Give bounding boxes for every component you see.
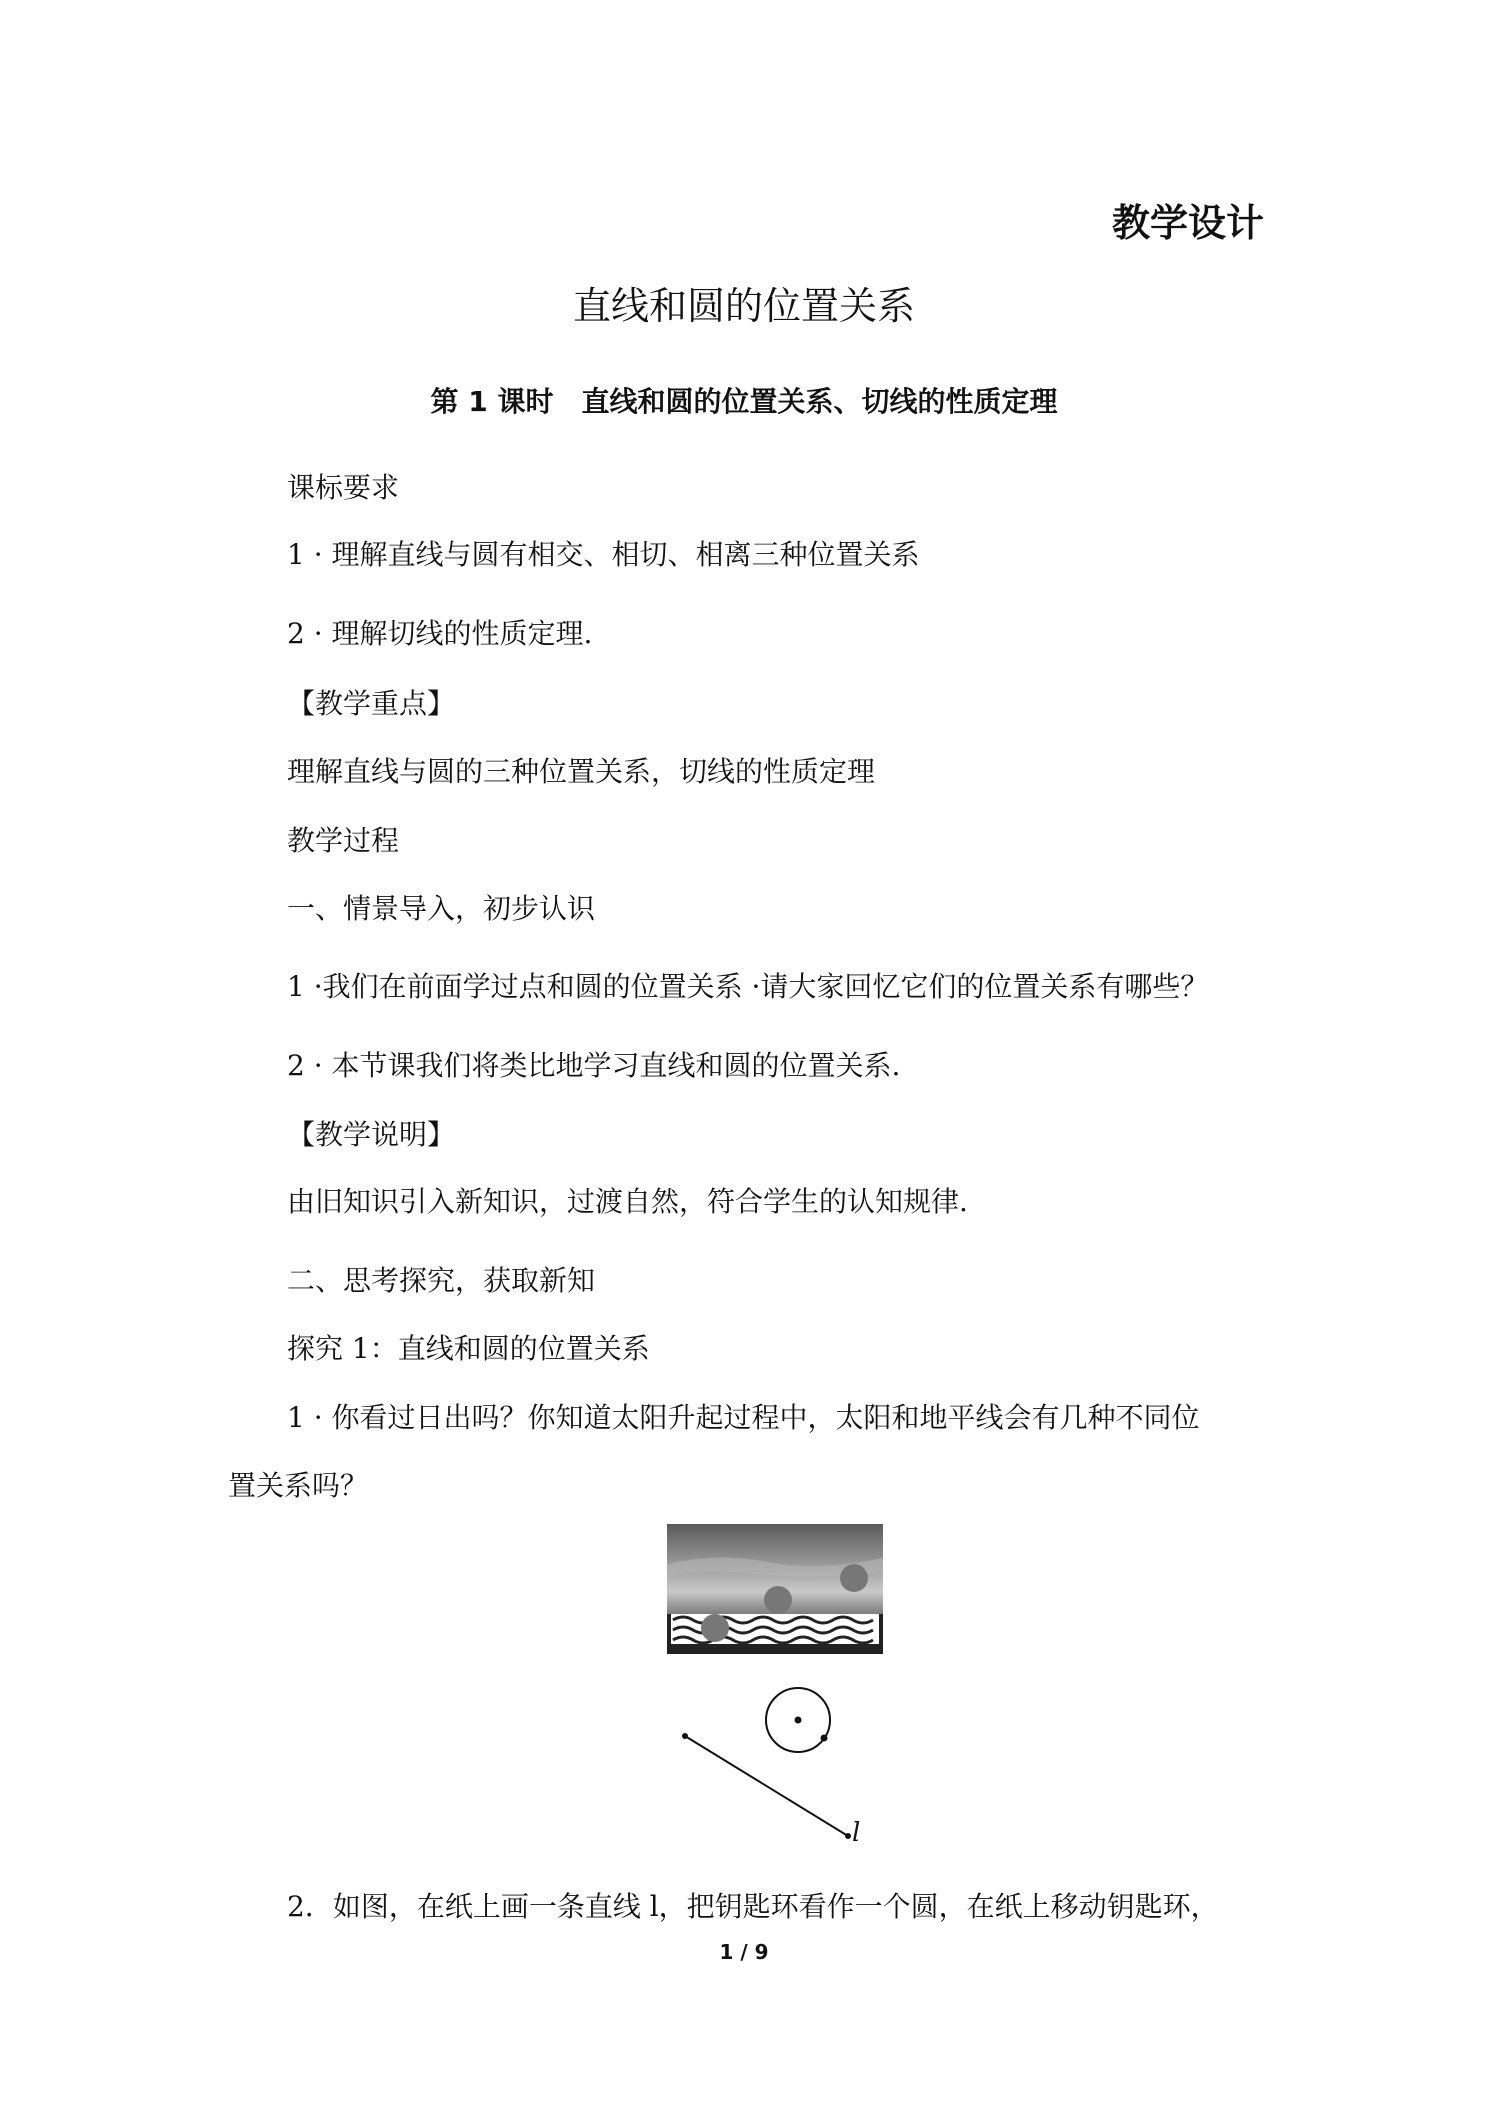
requirement-1: 1 · 理解直线与圆有相交、相切、相离三种位置关系 xyxy=(287,538,920,571)
circle-edge-point xyxy=(821,1735,828,1742)
section-heading-curriculum: 课标要求 xyxy=(287,471,400,504)
line-endpoint-right xyxy=(845,1833,851,1839)
explanation-text: 由旧知识引入新知识，过渡自然，符合学生的认知规律. xyxy=(287,1185,968,1218)
intro-item-2: 2 · 本节课我们将类比地学习直线和圆的位置关系. xyxy=(287,1049,901,1082)
line-l xyxy=(685,1736,848,1836)
line-endpoint-left xyxy=(682,1733,688,1739)
page-number: 1 / 9 xyxy=(719,1940,769,1964)
section-heading-part-two: 二、思考探究，获取新知 xyxy=(287,1264,596,1297)
sunrise-illustration xyxy=(667,1524,883,1654)
sun-position-rising xyxy=(701,1614,729,1642)
exploration-question-2: 2．如图，在纸上画一条直线 l，把钥匙环看作一个圆，在纸上移动钥匙环， xyxy=(287,1890,1219,1923)
section-heading-explanation: 【教学说明】 xyxy=(287,1118,456,1151)
document-type-label: 教学设计 xyxy=(1111,201,1264,245)
circle-center-point xyxy=(795,1717,802,1724)
key-points-text: 理解直线与圆的三种位置关系，切线的性质定理 xyxy=(287,755,876,788)
sun-position-high xyxy=(840,1564,868,1592)
sun-position-tangent xyxy=(764,1586,792,1614)
line-label: l xyxy=(852,1818,861,1848)
section-heading-key-points: 【教学重点】 xyxy=(287,687,456,720)
exploration-question-1-continued: 置关系吗？ xyxy=(228,1469,369,1502)
exploration-question-1: 1 · 你看过日出吗？你知道太阳升起过程中，太阳和地平线会有几种不同位 xyxy=(287,1401,1200,1434)
section-heading-part-one: 一、情景导入，初步认识 xyxy=(287,892,596,925)
document-title: 直线和圆的位置关系 xyxy=(572,284,915,328)
lesson-title: 第 1 课时 直线和圆的位置关系、切线的性质定理 xyxy=(430,385,1058,418)
intro-item-1: 1 ·我们在前面学过点和圆的位置关系 ·请大家回忆它们的位置关系有哪些？ xyxy=(287,970,1209,1003)
requirement-2: 2 · 理解切线的性质定理. xyxy=(287,617,593,650)
section-heading-process: 教学过程 xyxy=(287,824,400,857)
exploration-1-heading: 探究 1：直线和圆的位置关系 xyxy=(287,1332,650,1365)
